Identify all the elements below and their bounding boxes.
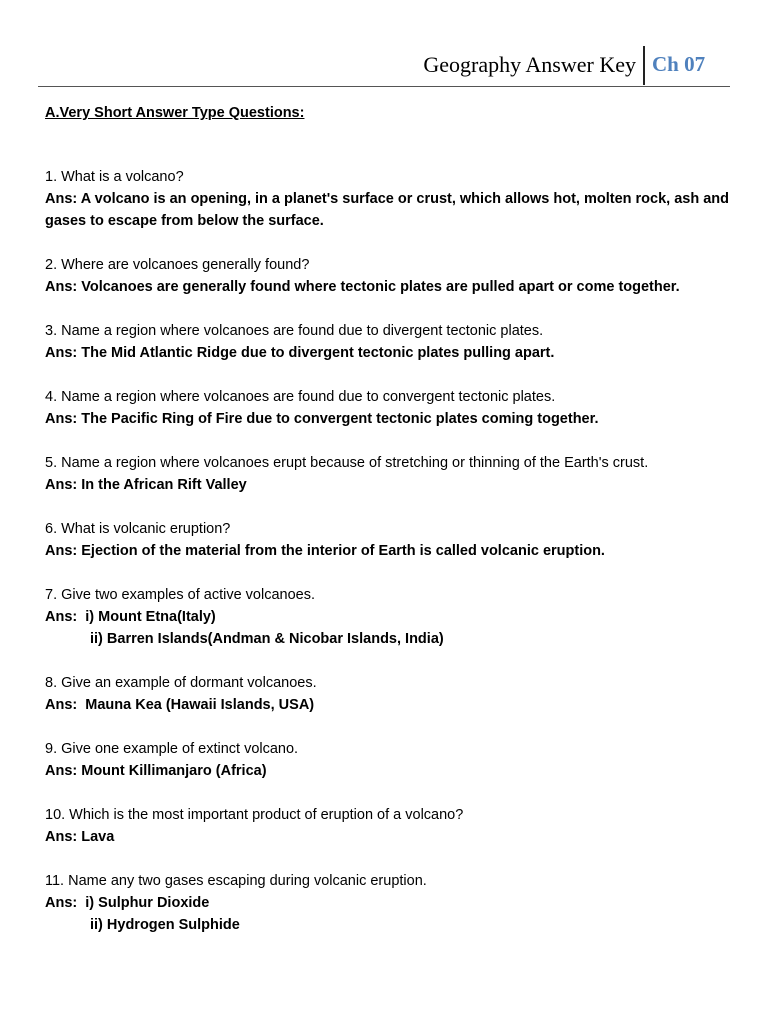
answer-6: Ans: Ejection of the material from the interior of Earth is called volcanic eruption. [45, 543, 605, 559]
qa-item-5 [45, 452, 735, 496]
question-2: 2. Where are volcanoes generally found? [45, 257, 310, 273]
header-title: Geography Answer Key [423, 52, 636, 77]
answer-2: Ans: Volcanoes are generally found where tectonic plates are pulled apart or come together. [45, 279, 680, 295]
question-1: 1. What is a volcano? [45, 169, 184, 185]
answer-3: Ans: The Mid Atlantic Ridge due to divergent tectonic plates pulling apart. [45, 345, 555, 361]
answer-11-line-2: ii) Hydrogen Sulphide [90, 917, 240, 933]
question-9: 9. Give one example of extinct volcano. [45, 741, 299, 757]
answer-7-line-2: ii) Barren Islands(Andman & Nicobar Islands, India) [90, 631, 444, 647]
answer-5: Ans: In the African Rift Valley [45, 477, 247, 493]
question-4: 4. Name a region where volcanoes are found due to convergent tectonic plates. [45, 389, 556, 405]
qa-item-8 [45, 672, 735, 716]
page-header [38, 44, 730, 87]
header-divider [643, 46, 645, 85]
qa-item-1 [45, 166, 735, 232]
qa-item-2 [45, 254, 735, 298]
qa-item-10 [45, 804, 735, 848]
answer-11-line-1: Ans: i) Sulphur Dioxide [45, 895, 210, 911]
qa-item-11 [45, 870, 735, 936]
question-7: 7. Give two examples of active volcanoes. [45, 587, 315, 603]
section-title: A.Very Short Answer Type Questions: [45, 105, 305, 121]
answer-1: Ans: A volcano is an opening, in a planet's surface or crust, which allows hot, molten rock, ash and gases to escape from below the surface. [45, 191, 730, 229]
answer-9: Ans: Mount Killimanjaro (Africa) [45, 763, 267, 779]
question-3: 3. Name a region where volcanoes are found due to divergent tectonic plates. [45, 323, 544, 339]
qa-item-4 [45, 386, 735, 430]
answer-10: Ans: Lava [45, 829, 115, 845]
qa-list [45, 166, 735, 958]
answer-8: Ans: Mauna Kea (Hawaii Islands, USA) [45, 697, 315, 713]
qa-item-6 [45, 518, 735, 562]
header-chapter: Ch 07 [652, 52, 706, 76]
question-10: 10. Which is the most important product of eruption of a volcano? [45, 807, 464, 823]
question-5: 5. Name a region where volcanoes erupt because of stretching or thinning of the Earth's crust. [45, 455, 649, 471]
question-8: 8. Give an example of dormant volcanoes. [45, 675, 317, 691]
question-11: 11. Name any two gases escaping during volcanic eruption. [45, 873, 427, 889]
answer-4: Ans: The Pacific Ring of Fire due to convergent tectonic plates coming together. [45, 411, 599, 427]
qa-item-3 [45, 320, 735, 364]
qa-item-9 [45, 738, 735, 782]
question-6: 6. What is volcanic eruption? [45, 521, 231, 537]
answer-7-line-1: Ans: i) Mount Etna(Italy) [45, 609, 216, 625]
qa-item-7 [45, 584, 735, 650]
